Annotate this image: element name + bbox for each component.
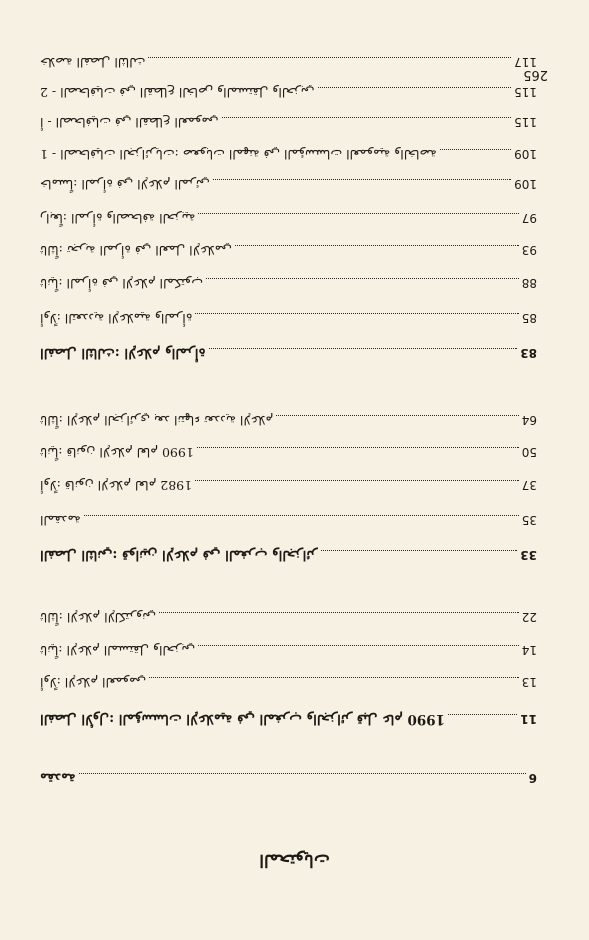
toc-entry-page: 109	[514, 147, 537, 161]
dot-leader	[148, 57, 511, 58]
toc-entry-label: أ - الصحافيات في القطاع العمومي	[40, 115, 219, 130]
toc-entry-page: 37	[521, 478, 537, 492]
toc-chapter-entry	[40, 709, 537, 729]
dot-leader	[198, 213, 518, 214]
toc-entry-label: رابعاً: المرأة والصحافة الحزبية	[40, 211, 196, 226]
toc-entry-page: 117	[514, 55, 537, 69]
toc-chapter-entry	[40, 545, 537, 565]
dot-leader	[222, 117, 512, 118]
toc-entry-page: 83	[520, 346, 537, 360]
dot-leader	[159, 612, 519, 613]
dot-leader	[321, 550, 518, 551]
toc-chapter-entry	[40, 768, 537, 788]
toc-entry-label: الفصل الثاني: قوانين الإعلام في المغرب والجزائر	[40, 547, 318, 563]
dot-leader	[79, 773, 526, 774]
dot-leader	[318, 87, 512, 88]
toc-entry-page: 115	[514, 115, 537, 129]
toc-entry-label: ثالثاً: تجربة المرأة في العمل الإعلامي	[40, 243, 232, 258]
toc-entry-label: ثانياً: قانون الإعلام لعام 1990	[40, 445, 194, 460]
toc-entry-label: أولاً: التعددية الإعلامية والمرأة	[40, 311, 193, 326]
dot-leader	[84, 515, 519, 516]
toc-chapter-entry	[40, 343, 537, 363]
toc-section-entry	[40, 273, 537, 293]
toc-entry-page: 109	[514, 177, 537, 191]
dot-leader	[276, 415, 519, 416]
toc-section-entry	[40, 640, 537, 660]
toc-entry-page: 11	[520, 712, 537, 726]
dot-leader	[213, 179, 511, 180]
toc-section-entry	[40, 52, 537, 72]
toc-entry-label: 1 - الصحافيات الجزائريات: صعوبات المهنة في المؤسسات العمومية والخاصة	[40, 147, 437, 162]
toc-section-entry	[40, 174, 537, 194]
toc-section-entry	[40, 240, 537, 260]
toc-section-entry	[40, 308, 537, 328]
toc-entry-label: المقدمة	[40, 513, 81, 528]
toc-entry-page: 88	[521, 276, 537, 290]
toc-entry-label: ثانياً: الإعلام المستقل والحزبي	[40, 643, 196, 658]
toc-entry-label: الفصل الأول: المؤسسات الإعلامية في المغرب والجزائر قبل عام 1990	[40, 711, 446, 727]
toc-entry-label: ثالثاً: الإعلام الإلكتروني	[40, 610, 157, 625]
toc-entry-label: خامساً: المرأة في الإعلام المرئي	[40, 177, 210, 192]
dot-leader	[448, 714, 517, 715]
toc-section-entry	[40, 672, 537, 692]
toc-entry-page: 93	[521, 243, 537, 257]
toc-entry-page: 115	[514, 85, 537, 99]
toc-entry-page: 97	[521, 211, 537, 225]
toc-section-entry	[40, 510, 537, 530]
page-number: 265	[523, 67, 548, 82]
toc-entry-label: ثانياً: المرأة في الإعلام المكتوب	[40, 276, 203, 291]
toc-entry-label: الفصل الثالث: الإعلام والمرأة	[40, 345, 206, 361]
toc-entry-page: 64	[521, 413, 537, 427]
toc-section-entry	[40, 475, 537, 495]
toc-section-entry	[40, 144, 537, 164]
dot-leader	[206, 278, 519, 279]
toc-entry-page: 6	[528, 771, 537, 785]
toc-section-entry	[40, 112, 537, 132]
toc-entry-page: 50	[521, 445, 537, 459]
dot-leader	[235, 245, 519, 246]
toc-entry-label: 2 - الصحافيات في القطاع الخاص والمستقل والحزبي	[40, 85, 315, 100]
dot-leader	[440, 149, 511, 150]
dot-leader	[209, 348, 518, 349]
toc-entry-label: أولاً: قانون الإعلام لعام 1982	[40, 478, 193, 493]
toc-section-entry	[40, 82, 537, 102]
dot-leader	[149, 677, 519, 678]
dot-leader	[197, 447, 519, 448]
dot-leader	[198, 645, 519, 646]
toc-section-entry	[40, 607, 537, 627]
toc-entry-page: 14	[521, 643, 537, 657]
toc-section-entry	[40, 442, 537, 462]
toc-section-entry	[40, 410, 537, 430]
toc-entry-label: خلاصة الفصل الثالث	[40, 55, 146, 70]
toc-entry-page: 85	[521, 311, 537, 325]
toc-entry-label: مقدمة	[40, 770, 76, 786]
toc-entry-page: 33	[520, 548, 537, 562]
dot-leader	[195, 480, 519, 481]
dot-leader	[195, 313, 518, 314]
toc-section-entry	[40, 208, 537, 228]
toc-entry-page: 22	[521, 610, 537, 624]
toc-entry-page: 13	[521, 675, 537, 689]
toc-entry-page: 35	[521, 513, 537, 527]
toc-entry-label: أولاً: الإعلام العمومي	[40, 675, 147, 690]
page-title: المحتويات	[259, 850, 330, 870]
toc-entry-label: ثالثاً: الإعلام الجزائري بعد انتهاء تعددية الإعلام	[40, 413, 274, 428]
